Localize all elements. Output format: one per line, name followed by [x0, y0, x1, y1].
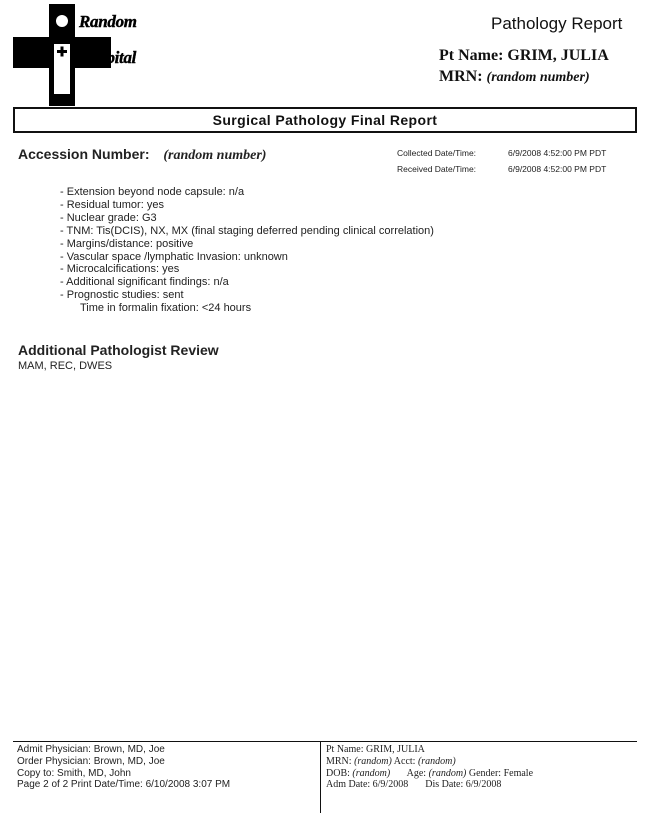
mrn-line: [439, 68, 590, 86]
received-label: Received Date/Time:: [397, 164, 477, 174]
finding-item: - Extension beyond node capsule: n/a: [60, 186, 434, 199]
footer-vertical-divider: [320, 741, 321, 813]
order-physician-row: [17, 756, 230, 768]
additional-review-title: Additional Pathologist Review: [18, 342, 219, 358]
copy-to-label: Copy to:: [17, 767, 55, 779]
collected-value: 6/9/2008 4:52:00 PM PDT: [508, 148, 607, 158]
footer-dis-date-value: 6/9/2008: [465, 779, 502, 791]
print-datetime-value: 6/10/2008 3:07 PM: [145, 779, 231, 791]
admit-physician-row: [17, 744, 230, 756]
footer-dob-label: DOB:: [326, 767, 350, 779]
finding-item: - Additional significant findings: n/a: [60, 276, 434, 289]
collection-dates: [397, 145, 606, 177]
additional-review-value: MAM, REC, DWES: [18, 360, 113, 372]
mrn-value: (random number): [486, 70, 590, 85]
finding-item: - Residual tumor: yes: [60, 199, 434, 212]
admit-physician-label: Admit Physician:: [17, 744, 91, 755]
order-physician-label: Order Physician:: [17, 755, 91, 767]
finding-item: - Microcalcifications: yes: [60, 263, 434, 276]
patient-name-line: [439, 47, 609, 65]
footer-mrn-value: (random): [354, 755, 392, 767]
footer-pt-name-label: Pt Name:: [326, 744, 364, 755]
page-print-label: Page 2 of 2 Print Date/Time:: [17, 779, 143, 791]
footer-physician-info: [17, 744, 230, 791]
copy-to-value: Smith, MD, John: [57, 767, 131, 779]
footer-dates-row: [326, 779, 533, 791]
copy-to-row: [17, 768, 230, 780]
logo-word-random: Random: [79, 12, 137, 31]
print-info-row: [17, 779, 230, 791]
footer-pt-name-row: [326, 744, 533, 756]
finding-subitem: Time in formalin fixation: <24 hours: [80, 302, 252, 315]
hospital-logo: [13, 4, 153, 106]
finding-item: - Prognostic studies: sent: [60, 289, 434, 302]
footer-patient-info: [326, 744, 533, 791]
footer-dob-value: (random): [352, 767, 391, 779]
report-title-bar: [13, 107, 637, 133]
footer-acct-label: Acct:: [393, 755, 416, 767]
accession-label: Accession Number:: [18, 146, 150, 162]
footer-divider-line: [13, 741, 637, 742]
footer-dis-date-label: Dis Date:: [425, 779, 464, 791]
footer-acct-value: (random): [417, 755, 456, 767]
finding-item: - Nuclear grade: G3: [60, 212, 434, 225]
footer-age-label: Age:: [406, 767, 427, 779]
patient-name-label: Pt Name:: [439, 47, 504, 64]
footer-pt-name-value: GRIM, JULIA: [366, 744, 425, 755]
footer-mrn-acct-row: [326, 756, 533, 768]
received-value: 6/9/2008 4:52:00 PM PDT: [508, 164, 607, 174]
finding-item: - Vascular space /lymphatic Invasion: unknown: [60, 251, 434, 264]
footer-gender-value: Female: [503, 767, 534, 779]
footer-age-value: (random): [428, 767, 467, 779]
footer-gender-label: Gender:: [468, 767, 502, 779]
logo-word-hospital: Hospital: [79, 48, 137, 67]
footer-mrn-label: MRN:: [326, 755, 352, 767]
report-type-title: Pathology Report: [491, 14, 623, 33]
finding-item: - TNM: Tis(DCIS), NX, MX (final staging deferred pending clinical correlation): [60, 225, 434, 238]
findings-list: [60, 186, 434, 315]
accession-value: (random number): [163, 148, 267, 163]
report-title: Surgical Pathology Final Report: [212, 112, 438, 128]
admit-physician-value: Brown, MD, Joe: [93, 744, 165, 755]
footer-adm-date-value: 6/9/2008: [372, 779, 409, 791]
received-row: [397, 161, 606, 177]
finding-item: - Margins/distance: positive: [60, 238, 434, 251]
order-physician-value: Brown, MD, Joe: [93, 755, 165, 767]
mrn-label: MRN:: [439, 68, 483, 85]
footer-dob-row: [326, 768, 533, 780]
collected-label: Collected Date/Time:: [397, 148, 477, 158]
accession-number: [18, 146, 266, 164]
patient-name-value: GRIM, JULIA: [507, 47, 609, 64]
collected-row: [397, 145, 606, 161]
footer-adm-date-label: Adm Date:: [326, 779, 371, 791]
